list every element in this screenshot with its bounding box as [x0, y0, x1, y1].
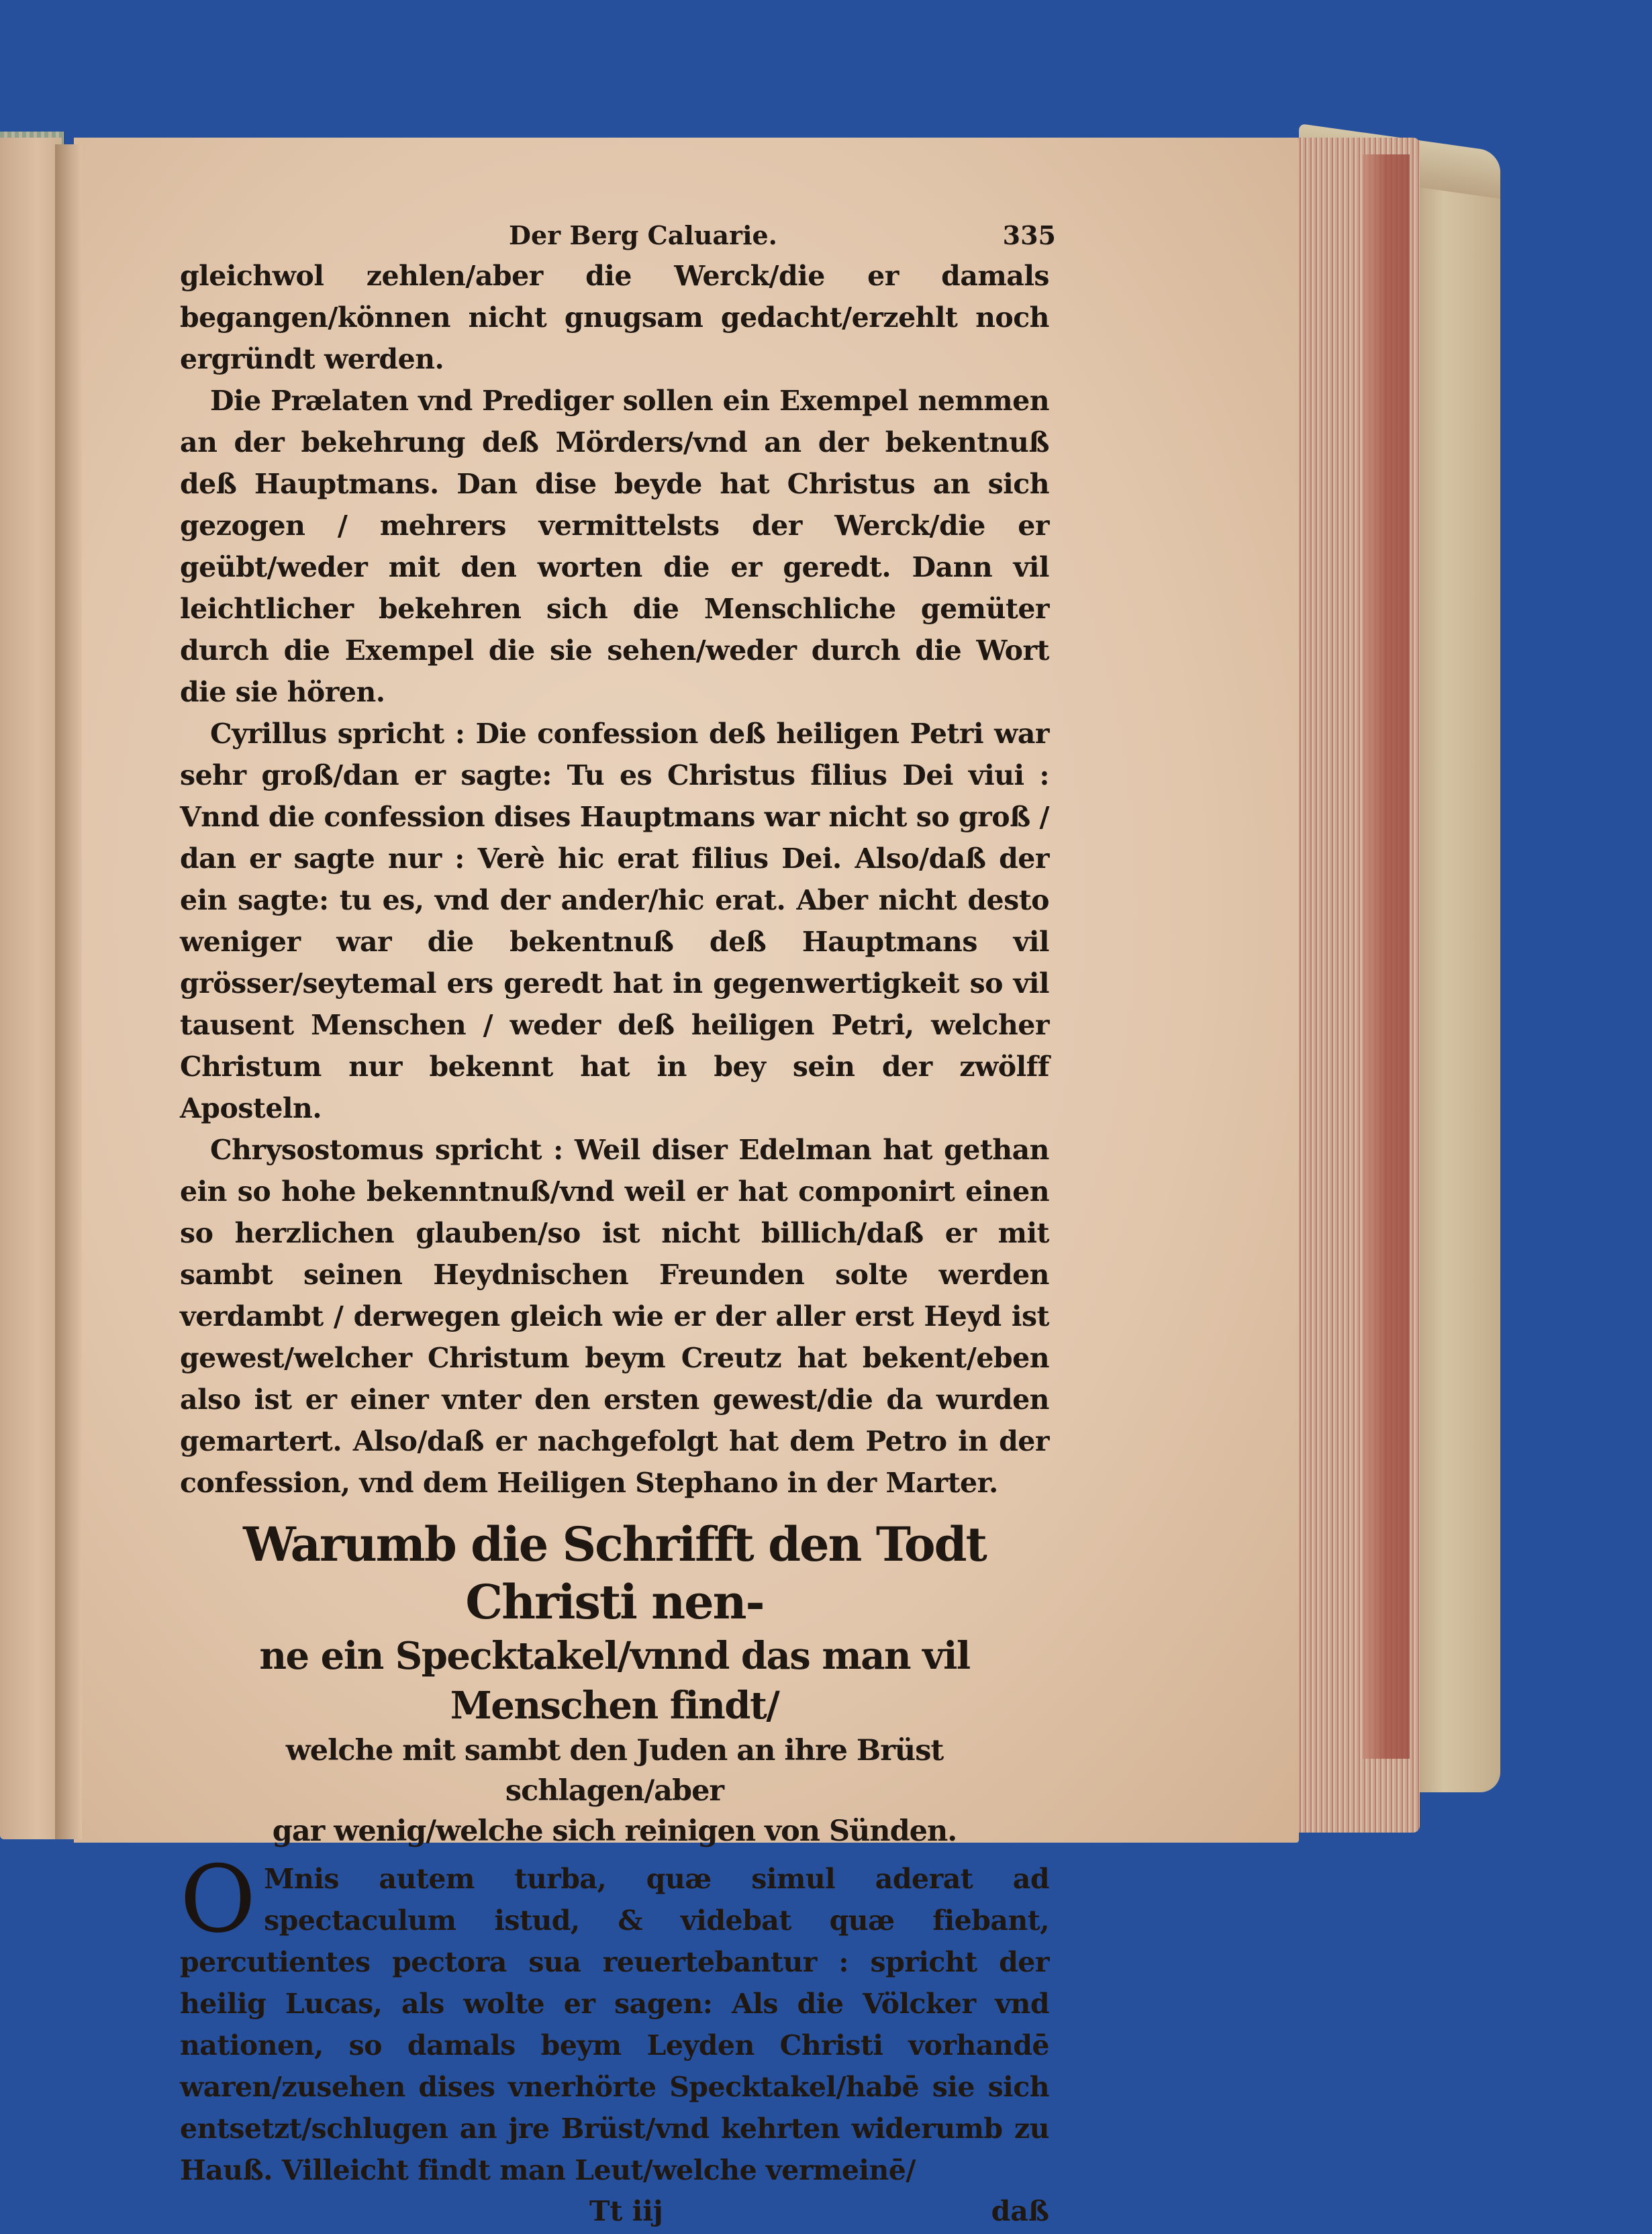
page-number: 335 [1002, 220, 1056, 250]
page-footer [180, 2192, 1049, 2234]
gutter [55, 144, 82, 1839]
drop-cap-initial: O [180, 1845, 256, 1953]
final-paragraph [180, 1845, 1049, 2191]
text-block [180, 213, 1056, 2234]
section-heading [180, 1516, 1049, 1851]
section-heading-line-2: ne ein Specktakel/vnnd das man vil Menschen findt/ [259, 1634, 970, 1728]
section-heading-line-4: gar wenig/welche sich reinigen von Sünden. [272, 1814, 957, 1848]
signature-mark: Tt iij [589, 2195, 663, 2227]
page-header [180, 213, 1056, 255]
paragraph-3: Cyrillus spricht : Die confession deß heiligen Petri war sehr groß/dan er sagte: Tu es Christus filius Dei viui : Vnnd die confession dises Hauptmans war nicht so groß / dan er sagte nur : Verè hic erat filius Dei. Also/daß der ein sagte: tu es, vnd der ander/hic erat. Aber nicht desto weniger war die bekentnuß deß Hauptmans vil grösser/seytemal ers geredt hat in gegenwertigkeit so vil tausent Menschen / weder deß heiligen Petri, welcher Christum nur bekennt hat in bey sein der zwölff Aposteln. [180, 718, 1049, 1124]
paragraph-2: Die Prælaten vnd Prediger sollen ein Exempel nemmen an der bekehrung deß Mörders/vnd an der bekentnuß deß Hauptmans. Dan dise beyde hat Christus an sich gezogen / mehrers vermittelsts der Werck/die er geübt/weder mit den worten die er geredt. Dann vil leichtlicher bekehren sich die Menschliche gemüter durch die Exempel die sie sehen/weder durch die Wort die sie hören. [180, 385, 1049, 708]
red-page-edge [1363, 154, 1410, 1759]
section-heading-line-1: Warumb die Schrifft den Todt Christi nen- [243, 1516, 986, 1630]
catchword: daß [991, 2195, 1049, 2227]
book-cover [1406, 168, 1500, 1792]
running-title: Der Berg Caluarie. [509, 220, 777, 250]
section-heading-line-3: welche mit sambt den Juden an ihre Brüst schlagen/aber [285, 1734, 944, 1808]
paragraph-4: Chrysostomus spricht : Weil diser Edelman hat gethan ein so hohe bekenntnuß/vnd weil er hat componirt einen so herzlichen glauben/so ist nicht billich/daß er mit sambt seinen Heydnischen Freunden solte werden verdambt / derwegen gleich wie er der aller erst Heyd ist gewest/welcher Christum beym Creutz hat bekent/eben also ist er einer vnter den ersten gewest/die da wurden gemartert. Also/daß er nachgefolgt hat dem Petro in der confession, vnd dem Heiligen Stephano in der Marter. [180, 1134, 1049, 1499]
final-paragraph-text: Mnis autem turba, quæ simul aderat ad spectaculum istud, & videbat quæ fiebant, percutientes pectora sua reuertebantur : spricht der heilig Lucas, als wolte er sagen: Als die Völcker vnd nationen, so damals beym Leyden Christi vorhandē waren/zusehen dises vnerhörte Specktakel/habē sie sich entsetzt/schlugen an jre Brüst/vnd kehrten widerumb zu Hauß. Villeicht findt man Leut/welche vermeinē/ [180, 1863, 1049, 2186]
left-page-edge [0, 138, 62, 1839]
paragraph-1: gleichwol zehlen/aber die Werck/die er damals begangen/können nicht gnugsam gedacht/erzehlt noch ergründt werden. [180, 260, 1049, 375]
